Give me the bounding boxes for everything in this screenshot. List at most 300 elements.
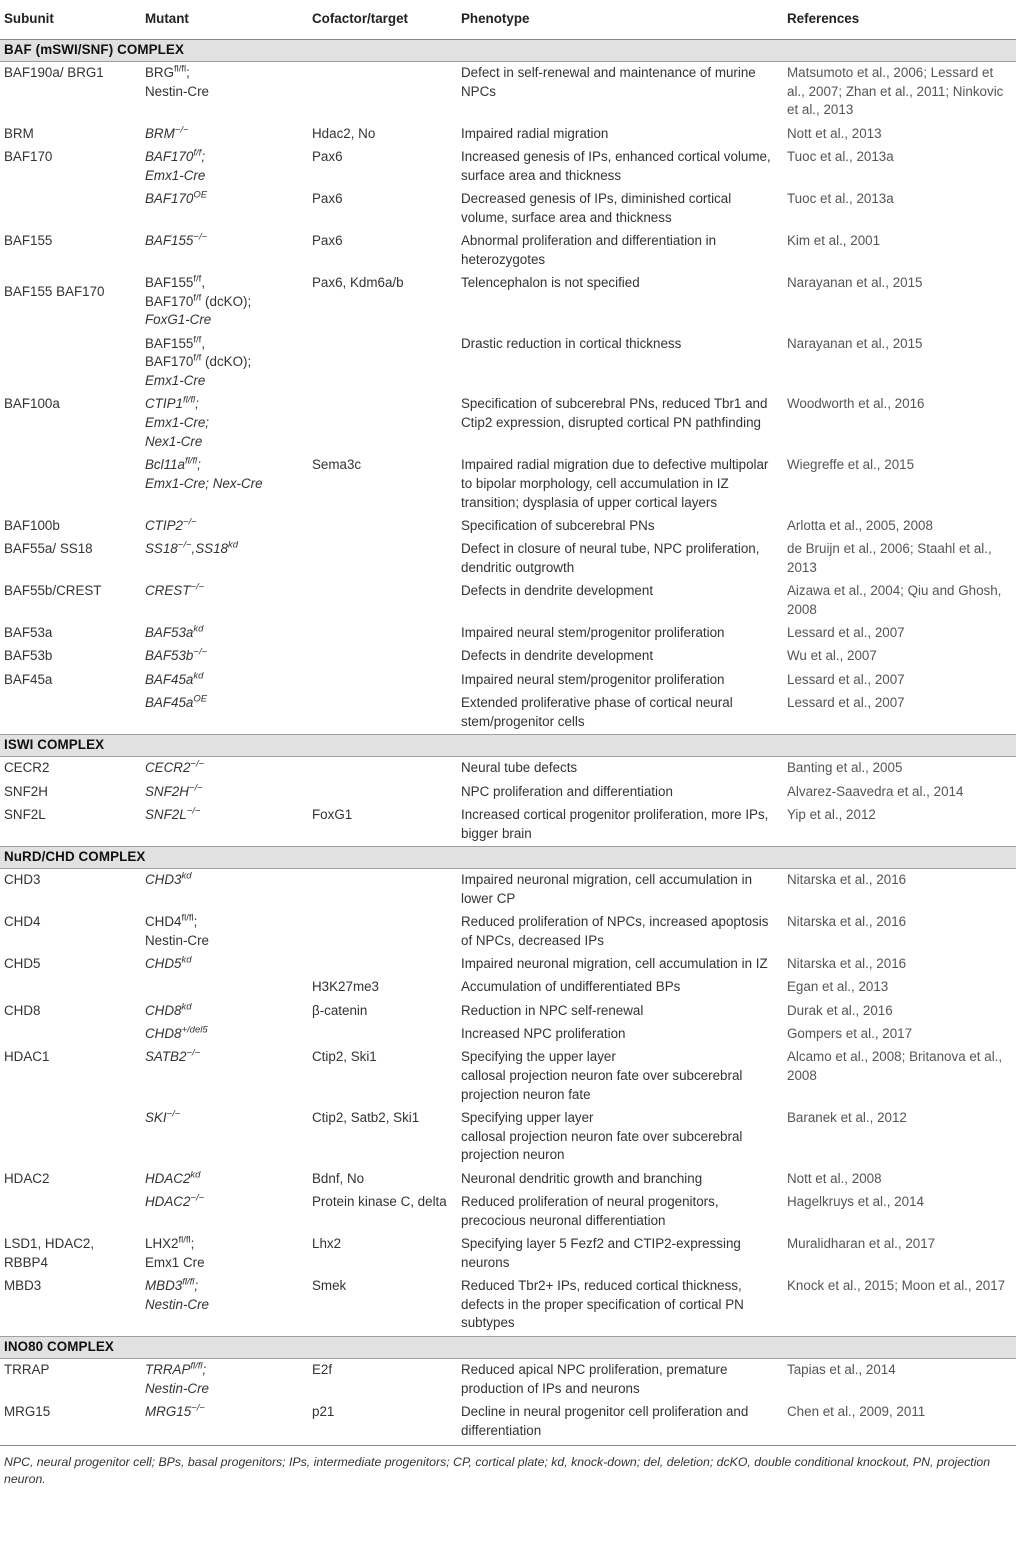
header-references: References: [783, 0, 1016, 39]
cell-subunit: [0, 1023, 141, 1046]
cell-references: Wu et al., 2007: [787, 648, 877, 664]
mutant-text: ;: [194, 1278, 199, 1294]
table-row: [0, 1401, 1016, 1446]
cell-references: Lessard et al., 2007: [787, 695, 905, 710]
cell-subunit: BAF100a: [4, 396, 60, 412]
table-row: [0, 1275, 1016, 1336]
cell-subunit: [0, 333, 141, 394]
cell-cofactor: Smek: [312, 1278, 347, 1294]
cell-subunit: BAF55a/ SS18: [4, 541, 93, 557]
mutant-text: HDAC2: [145, 1194, 191, 1210]
cell-mutant: [141, 333, 308, 394]
mutant-superscript: −/−: [174, 124, 189, 136]
cell-references: Narayanan et al., 2015: [787, 275, 923, 290]
mutant-text: CHD8: [145, 1002, 182, 1018]
header-phenotype: Phenotype: [457, 0, 783, 39]
mutant-text: Nestin-Cre: [145, 1296, 209, 1312]
cell-references: Gompers et al., 2017: [787, 1026, 913, 1042]
mutant-text: SATB2: [145, 1049, 187, 1065]
cell-subunit: [0, 1107, 141, 1168]
cell-cofactor: [308, 393, 457, 454]
cell-subunit: SNF2L: [4, 806, 46, 822]
cell-mutant: [141, 393, 308, 454]
cell-mutant: [141, 692, 308, 735]
cell-cofactor: [308, 333, 457, 394]
mutant-text: MRG15: [145, 1404, 192, 1420]
mutant-text: ;: [201, 149, 206, 164]
cell-references: de Bruijn et al., 2006; Staahl et al., 2013: [787, 541, 992, 575]
mutant-superscript: f/f: [193, 147, 202, 159]
cell-phenotype: Impaired radial migration: [461, 125, 609, 141]
cell-mutant: [141, 669, 308, 692]
mutant-text: Emx1-Cre; Nex-Cre: [145, 475, 263, 491]
cell-cofactor: [308, 1023, 457, 1046]
cell-mutant: [141, 1401, 308, 1446]
mutant-text: CHD3: [145, 872, 182, 888]
table-row: [0, 393, 1016, 454]
cell-phenotype: Impaired neural stem/progenitor proliferation: [461, 625, 725, 641]
cell-cofactor: [308, 622, 457, 645]
cell-mutant: [141, 781, 308, 804]
cell-subunit: CHD5: [4, 956, 41, 972]
table-row: [0, 538, 1016, 580]
cell-cofactor: [308, 580, 457, 622]
cell-subunit: SNF2H: [4, 783, 48, 799]
cell-subunit: MBD3: [4, 1278, 42, 1294]
table-row: [0, 976, 1016, 999]
cell-references: Tuoc et al., 2013a: [787, 149, 894, 164]
table-row: [0, 869, 1016, 912]
mutant-text: ;: [202, 1362, 207, 1378]
mutant-superscript: −/−: [193, 231, 208, 243]
cell-subunit: LSD1, HDAC2, RBBP4: [4, 1236, 95, 1270]
cell-cofactor: [308, 669, 457, 692]
table-row: [0, 953, 1016, 976]
cell-subunit: BAF190a/ BRG1: [4, 65, 104, 80]
cell-references: Chen et al., 2009, 2011: [783, 1401, 1016, 1446]
mutant-superscript: kd: [228, 539, 239, 551]
cell-cofactor: Sema3c: [312, 457, 362, 473]
mutant-text: Emx1 Cre: [145, 1254, 205, 1270]
cell-references: Yip et al., 2012: [787, 806, 876, 822]
mutant-text: SNF2H: [145, 783, 189, 799]
cell-mutant: [141, 272, 308, 333]
table-row: [0, 515, 1016, 538]
mutant-text: CHD8: [145, 1026, 182, 1042]
cell-references: Matsumoto et al., 2006; Lessard et al., 2007; Zhan et al., 2011; Ninkovic et al., 2013: [787, 65, 1004, 118]
table-row: [0, 230, 1016, 272]
mutant-superscript: OE: [193, 693, 208, 705]
mutant-text: BAF53b: [145, 648, 194, 664]
mutant-superscript: −/−: [190, 758, 205, 770]
cell-mutant: [141, 1233, 308, 1275]
mutant-text: BAF170: [145, 191, 194, 206]
mutant-text: HDAC2: [145, 1170, 191, 1186]
cell-mutant: [141, 1191, 308, 1233]
cell-mutant: [141, 580, 308, 622]
cell-cofactor: [308, 869, 457, 912]
cell-mutant: [141, 123, 308, 146]
table-row: [0, 757, 1016, 781]
cell-cofactor: [308, 757, 457, 781]
cell-subunit: BAF53b: [4, 648, 53, 664]
mutant-text: Emx1-Cre;: [145, 415, 209, 431]
cell-references: Knock et al., 2015; Moon et al., 2017: [787, 1278, 1006, 1294]
mutant-text: BAF45a: [145, 695, 194, 710]
mutant-superscript: fl/fl: [174, 63, 187, 75]
cell-references: Nitarska et al., 2016: [787, 956, 907, 972]
cell-cofactor: [308, 645, 457, 668]
mutant-superscript: fl/fl: [190, 1360, 203, 1372]
mutant-text: MBD3: [145, 1278, 183, 1294]
cell-references: Lessard et al., 2007: [787, 671, 905, 687]
mutant-superscript: −/−: [182, 516, 197, 528]
table-row: [0, 333, 1016, 394]
mutant-superscript: −/−: [193, 646, 208, 658]
cell-phenotype: Defect in self-renewal and maintenance of murine NPCs: [461, 65, 756, 99]
cell-references: Nott et al., 2008: [787, 1170, 882, 1186]
cell-subunit: [0, 188, 141, 230]
cell-phenotype: Reduced apical NPC proliferation, premature production of IPs and neurons: [461, 1362, 728, 1396]
cell-cofactor: Ctip2, Satb2, Ski1: [312, 1110, 420, 1126]
mutant-superscript: fl/fl: [182, 1276, 195, 1288]
mutant-text: Emx1-Cre: [145, 167, 206, 183]
cell-mutant: [141, 230, 308, 272]
cell-phenotype: Neural tube defects: [461, 760, 578, 776]
table-row: [0, 645, 1016, 668]
mutant-text: Nestin-Cre: [145, 932, 209, 948]
cell-cofactor: FoxG1: [312, 806, 353, 822]
table-row: [0, 1107, 1016, 1168]
cell-references: Aizawa et al., 2004; Qiu and Ghosh, 2008: [787, 583, 1002, 617]
mutant-text: CTIP1: [145, 396, 183, 412]
table-row: [0, 188, 1016, 230]
mutant-superscript: kd: [193, 623, 204, 635]
mutant-text: CTIP2: [145, 517, 183, 533]
mutant-text: CREST: [145, 583, 191, 599]
cell-mutant: [141, 757, 308, 781]
cell-subunit: HDAC1: [4, 1049, 50, 1065]
mutant-superscript: −/−: [190, 1192, 205, 1204]
cell-subunit: [0, 692, 141, 735]
section-title: NuRD/CHD COMPLEX: [0, 846, 1016, 868]
mutant-superscript: fl/fl: [182, 394, 196, 406]
table-row: [0, 1046, 1016, 1107]
cell-subunit: TRRAP: [4, 1362, 50, 1378]
cell-phenotype: Impaired neural stem/progenitor proliferation: [461, 671, 725, 687]
table-row: [0, 622, 1016, 645]
mutant-superscript: −/−: [190, 581, 205, 593]
mutant-superscript: −/−: [177, 539, 192, 551]
cell-phenotype: Specification of subcerebral PNs, reduced Tbr1 and Ctip2 expression, disrupted cortical PN pathfinding: [461, 396, 768, 431]
mutant-text: TRRAP: [145, 1362, 191, 1378]
cell-mutant: [141, 454, 308, 515]
cell-cofactor: [308, 62, 457, 123]
cell-phenotype: Reduced proliferation of NPCs, increased apoptosis of NPCs, decreased IPs: [461, 914, 769, 948]
table-row: [0, 692, 1016, 735]
cell-cofactor: Pax6, Kdm6a/b: [312, 275, 404, 290]
mutant-text: BAF170: [145, 149, 194, 164]
cell-cofactor: Pax6: [312, 149, 343, 164]
mutant-text: Nestin-Cre: [145, 83, 209, 99]
mutant-text: BRG: [145, 65, 175, 80]
cell-phenotype: NPC proliferation and differentiation: [461, 783, 673, 799]
mutant-text: ,: [201, 335, 206, 351]
mutant-text: CHD4: [145, 914, 182, 930]
cell-phenotype: Decreased genesis of IPs, diminished cortical volume, surface area and thickness: [461, 191, 732, 225]
table-row: [0, 911, 1016, 953]
cell-phenotype: Reduced proliferation of neural progenitors, precocious neuronal differentiation: [461, 1194, 719, 1228]
cell-phenotype: Defects in dendrite development: [461, 648, 654, 664]
cell-subunit: CHD3: [4, 872, 41, 888]
cell-subunit: HDAC2: [4, 1170, 50, 1186]
mutant-text: ,: [191, 541, 196, 557]
table-body: [0, 39, 1016, 1446]
mutant-superscript: f/f: [193, 334, 202, 346]
cell-cofactor: Pax6: [312, 191, 343, 206]
table-row: [0, 669, 1016, 692]
cell-phenotype: Telencephalon is not specified: [461, 275, 640, 290]
cell-subunit: BAF155: [4, 233, 53, 248]
cell-phenotype: Impaired neuronal migration, cell accumulation in IZ: [461, 956, 768, 972]
cell-phenotype: Increased NPC proliferation: [461, 1026, 626, 1042]
cell-mutant: [141, 1107, 308, 1168]
cell-mutant: [141, 645, 308, 668]
mutant-text: (dcKO);: [201, 354, 252, 370]
cell-subunit: BAF155 BAF170: [4, 284, 105, 299]
table-row: [0, 1233, 1016, 1275]
cell-subunit: MRG15: [0, 1401, 141, 1446]
cell-cofactor: [308, 953, 457, 976]
cell-references: Tapias et al., 2014: [787, 1362, 896, 1378]
mutant-text: CECR2: [145, 760, 191, 776]
mutant-superscript: f/f: [193, 352, 202, 364]
mutant-text: SS18: [145, 541, 178, 557]
mutant-superscript: −/−: [188, 782, 203, 794]
cell-phenotype: Impaired neuronal migration, cell accumulation in lower CP: [461, 872, 753, 906]
cell-mutant: [141, 1000, 308, 1023]
cell-cofactor: Lhx2: [312, 1236, 342, 1252]
table-row: [0, 146, 1016, 188]
cell-subunit: [0, 1191, 141, 1233]
cell-references: Egan et al., 2013: [787, 979, 889, 995]
mutant-text: Bcl11a: [145, 457, 185, 473]
mutant-text: BAF155: [145, 335, 194, 351]
mutant-superscript: fl/fl: [184, 455, 198, 467]
mutant-text: ,: [201, 275, 206, 290]
mutant-superscript: OE: [193, 189, 208, 201]
mutant-superscript: kd: [181, 954, 192, 966]
cell-mutant: [141, 976, 308, 999]
section-title: INO80 COMPLEX: [0, 1336, 1016, 1358]
cell-references: Tuoc et al., 2013a: [787, 191, 894, 206]
mutant-text: BAF45a: [145, 671, 194, 687]
table-row: [0, 1359, 1016, 1402]
mutant-text: ;: [190, 1236, 195, 1252]
cell-phenotype: Specifying upper layer callosal projection neuron fate over subcerebral projection neuron: [461, 1110, 743, 1163]
table-row: [0, 1023, 1016, 1046]
mutant-text: BAF53a: [145, 625, 194, 641]
cell-references: Nitarska et al., 2016: [787, 914, 907, 930]
cell-phenotype: Reduced Tbr2+ IPs, reduced cortical thickness, defects in the proper specification of cortical PN subtypes: [461, 1278, 744, 1331]
header-mutant: Mutant: [141, 0, 308, 39]
header-row: [0, 0, 1016, 39]
table-row: [0, 272, 1016, 333]
cell-subunit: CECR2: [4, 760, 50, 776]
table-row: [0, 62, 1016, 123]
cell-cofactor: H3K27me3: [312, 979, 379, 995]
cell-phenotype: Impaired radial migration due to defective multipolar to bipolar morphology, cell accumulation in IZ transition; dysplasia of upper cortical layers: [461, 457, 769, 510]
cell-phenotype: Reduction in NPC self-renewal: [461, 1002, 644, 1018]
mutant-superscript: kd: [181, 870, 192, 882]
cell-phenotype: Extended proliferative phase of cortical neural stem/progenitor cells: [461, 695, 733, 729]
cell-mutant: [141, 869, 308, 912]
mutant-superscript: kd: [193, 670, 204, 682]
cell-subunit: BAF45a: [4, 671, 53, 687]
cell-subunit: BAF55b/CREST: [4, 583, 102, 599]
cell-phenotype: Defects in dendrite development: [461, 583, 654, 599]
cell-subunit: BAF100b: [4, 517, 60, 533]
section-header-row: [0, 39, 1016, 61]
cell-references: Baranek et al., 2012: [787, 1110, 907, 1126]
cell-mutant: [141, 911, 308, 953]
cell-references: Alcamo et al., 2008; Britanova et al., 2008: [787, 1049, 1003, 1084]
header-subunit: Subunit: [0, 0, 141, 39]
mutant-text: LHX2: [145, 1236, 179, 1252]
cell-references: Alvarez-Saavedra et al., 2014: [787, 783, 964, 799]
cell-mutant: [141, 1046, 308, 1107]
table-row: [0, 804, 1016, 847]
cell-cofactor: Protein kinase C, delta: [312, 1194, 447, 1210]
cell-references: Nott et al., 2013: [787, 125, 882, 141]
cell-cofactor: β-catenin: [312, 1002, 368, 1018]
table-row: [0, 454, 1016, 515]
mutant-superscript: f/f: [193, 273, 202, 285]
mutant-text: BRM: [145, 125, 175, 141]
cell-cofactor: Hdac2, No: [312, 125, 376, 141]
mutant-text: FoxG1-Cre: [145, 312, 212, 328]
cell-references: Muralidharan et al., 2017: [787, 1236, 936, 1252]
table-row: [0, 1191, 1016, 1233]
cell-phenotype: Decline in neural progenitor cell proliferation and differentiation: [457, 1401, 783, 1446]
cell-mutant: [141, 1275, 308, 1336]
mutant-superscript: f/f: [193, 292, 202, 304]
cell-subunit: [0, 454, 141, 515]
cell-mutant: [141, 1023, 308, 1046]
cell-mutant: [141, 62, 308, 123]
cell-references: Durak et al., 2016: [787, 1002, 893, 1018]
cell-subunit: [0, 976, 141, 999]
cell-phenotype: Drastic reduction in cortical thickness: [461, 335, 682, 351]
cell-references: Kim et al., 2001: [787, 233, 881, 248]
cell-references: Wiegreffe et al., 2015: [787, 457, 915, 473]
cell-cofactor: p21: [308, 1401, 457, 1446]
cell-cofactor: [308, 538, 457, 580]
table-row: [0, 1168, 1016, 1191]
cell-phenotype: Increased cortical progenitor proliferation, more IPs, bigger brain: [461, 806, 769, 841]
cell-cofactor: E2f: [312, 1362, 333, 1378]
cell-phenotype: Defect in closure of neural tube, NPC proliferation, dendritic outgrowth: [461, 541, 760, 575]
cell-phenotype: Abnormal proliferation and differentiation in heterozygotes: [461, 233, 717, 267]
section-header-row: [0, 1336, 1016, 1358]
mutant-text: SS18: [195, 541, 229, 557]
mutant-text: SKI: [145, 1110, 167, 1126]
cell-phenotype: Specifying layer 5 Fezf2 and CTIP2-expressing neurons: [461, 1236, 741, 1270]
mutant-text: Emx1-Cre: [145, 373, 206, 389]
cell-subunit: BAF170: [4, 149, 53, 164]
mutant-text: BAF155: [145, 275, 194, 290]
cell-mutant: [141, 538, 308, 580]
cell-subunit: CHD4: [4, 914, 41, 930]
cell-mutant: [141, 622, 308, 645]
mutant-superscript: fl/fl: [178, 1234, 191, 1246]
cell-phenotype: Accumulation of undifferentiated BPs: [461, 979, 681, 995]
mutant-superscript: −/−: [191, 1402, 205, 1414]
section-header-row: [0, 735, 1016, 757]
mutant-text: Nestin-Cre: [145, 1380, 209, 1396]
mutant-superscript: −/−: [186, 1047, 201, 1059]
mutant-text: CHD5: [145, 956, 182, 972]
cell-phenotype: Specification of subcerebral PNs: [461, 517, 655, 533]
cell-phenotype: Specifying the upper layer callosal projection neuron fate over subcerebral projection neuron fate: [461, 1049, 743, 1102]
mutant-text: BAF155: [145, 233, 194, 248]
mutant-superscript: −/−: [186, 805, 201, 817]
cell-references: Banting et al., 2005: [787, 760, 903, 776]
cell-references: Narayanan et al., 2015: [787, 335, 923, 351]
mutant-superscript: +/del5: [181, 1024, 208, 1036]
cell-cofactor: [308, 911, 457, 953]
cell-cofactor: [308, 692, 457, 735]
cell-references: Arlotta et al., 2005, 2008: [787, 517, 933, 533]
mutant-text: ;: [195, 396, 199, 412]
mutant-text: ;: [193, 914, 198, 930]
mutant-superscript: kd: [181, 1001, 192, 1013]
cell-references: Nitarska et al., 2016: [787, 872, 907, 888]
cell-cofactor: Pax6: [312, 233, 343, 248]
cell-references: Hagelkruys et al., 2014: [787, 1194, 924, 1210]
cell-cofactor: Ctip2, Ski1: [312, 1049, 377, 1065]
mutant-text: ;: [197, 457, 201, 473]
cell-references: Lessard et al., 2007: [787, 625, 905, 641]
cell-mutant: [141, 953, 308, 976]
table-row: [0, 781, 1016, 804]
cell-mutant: [141, 1359, 308, 1402]
mutant-text: BAF170: [145, 293, 194, 309]
cell-references: Woodworth et al., 2016: [787, 396, 925, 412]
cell-subunit: CHD8: [4, 1002, 41, 1018]
cell-mutant: [141, 188, 308, 230]
table-row: [0, 123, 1016, 146]
cell-subunit: BRM: [4, 125, 34, 141]
cell-phenotype: Neuronal dendritic growth and branching: [461, 1170, 703, 1186]
mutant-text: SNF2L: [145, 806, 187, 822]
mutant-superscript: fl/fl: [181, 912, 194, 924]
table-header: [0, 0, 1016, 39]
header-cofactor: Cofactor/target: [308, 0, 457, 39]
mutant-superscript: kd: [190, 1169, 201, 1181]
section-header-row: [0, 846, 1016, 868]
mutant-text: Nex1-Cre: [145, 433, 203, 449]
mutant-text: ;: [186, 65, 190, 80]
cell-cofactor: [308, 515, 457, 538]
section-title: ISWI COMPLEX: [0, 735, 1016, 757]
table-row: [0, 1000, 1016, 1023]
mutant-text: (dcKO);: [201, 293, 252, 309]
cell-mutant: [141, 515, 308, 538]
cell-cofactor: Bdnf, No: [312, 1170, 365, 1186]
cell-cofactor: [308, 781, 457, 804]
cell-phenotype: Increased genesis of IPs, enhanced cortical volume, surface area and thickness: [461, 149, 771, 183]
